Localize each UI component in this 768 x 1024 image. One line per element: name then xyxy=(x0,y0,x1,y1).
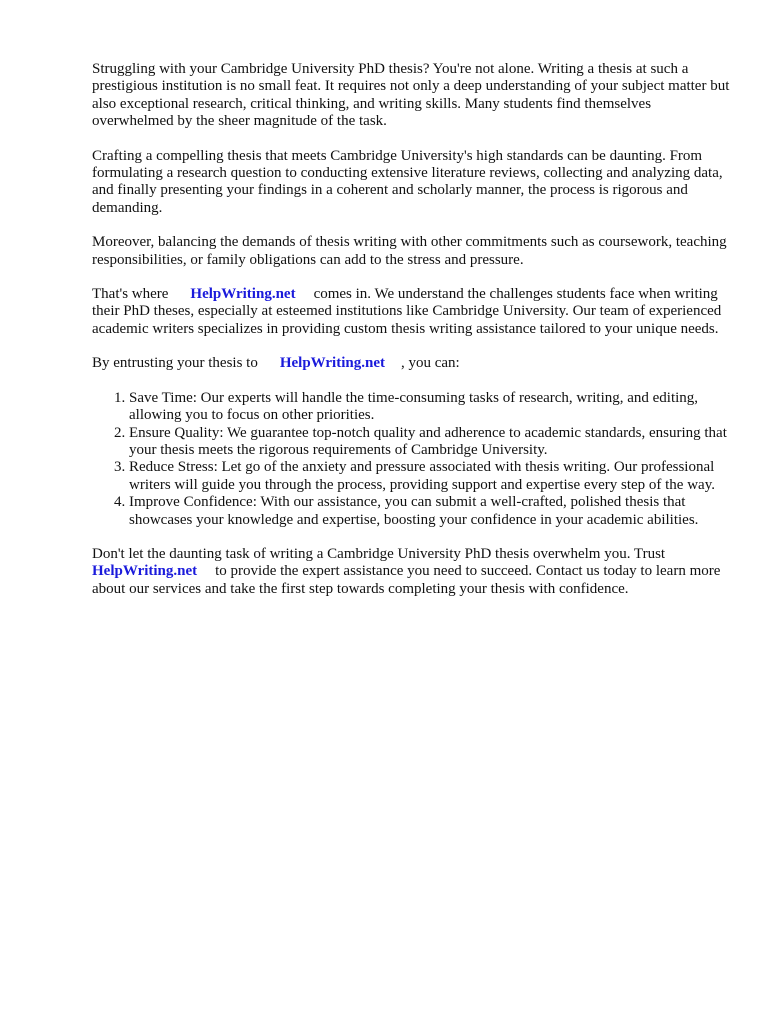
entrust-text-lead: By entrusting your thesis to xyxy=(92,355,258,372)
service-text-rest: comes in. We understand the challenges students face when writing their PhD theses, especially at esteemed institutions like Cambridge University. Our team of experienced academic writers specializes in providing custom thesis writing assistance tailored to your unique needs. xyxy=(92,286,722,337)
benefits-list xyxy=(92,390,732,529)
service-text-lead: That's where xyxy=(92,286,169,303)
document-body xyxy=(92,61,732,615)
balance-paragraph: Moreover, balancing the demands of thesis writing with other commitments such as coursework, teaching responsibilities, or family obligations can add to the stress and pressure. xyxy=(92,234,727,268)
list-item: 4. Improve Confidence: With our assistance, you can submit a well-crafted, polished thesis that showcases your knowledge and expertise, boosting your confidence in your academic abilities. xyxy=(129,494,732,529)
entrust-paragraph xyxy=(92,355,732,372)
service-paragraph xyxy=(92,286,732,338)
list-item: 3. Reduce Stress: Let go of the anxiety and pressure associated with thesis writing. Our professional writers will guide you through the process, providing support and expertise every step of the way. xyxy=(129,459,732,494)
helpwriting-link[interactable]: HelpWriting.net xyxy=(190,286,296,303)
list-item: 2. Ensure Quality: We guarantee top-notch quality and adherence to academic standards, ensuring that your thesis meets the rigorous requirements of Cambridge University. xyxy=(129,425,732,460)
entrust-text-rest: , you can: xyxy=(400,355,460,372)
list-item: 1. Save Time: Our experts will handle the time-consuming tasks of research, writing, and editing, allowing you to focus on other priorities. xyxy=(129,390,732,425)
helpwriting-link[interactable]: HelpWriting.net xyxy=(92,563,198,580)
helpwriting-link[interactable]: HelpWriting.net xyxy=(279,355,385,372)
closing-paragraph xyxy=(92,546,732,598)
closing-text-rest: to provide the expert assistance you need to succeed. Contact us today to learn more about our services and take the first step towards completing your thesis with confidence. xyxy=(92,563,721,597)
challenge-paragraph: Crafting a compelling thesis that meets Cambridge University's high standards can be daunting. From formulating a research question to conducting extensive literature reviews, collecting and analyzing data, and finally presenting your findings in a coherent and scholarly manner, the process is rigorous and demanding. xyxy=(92,147,723,216)
closing-text-lead: Don't let the daunting task of writing a Cambridge University PhD thesis overwhelm you. Trust xyxy=(92,545,666,562)
intro-paragraph: Struggling with your Cambridge University PhD thesis? You're not alone. Writing a thesis at such a prestigious institution is no small feat. It requires not only a deep understanding of your subject matter but also exceptional research, critical thinking, and writing skills. Many students find themselves overwhelmed by the sheer magnitude of the task. xyxy=(92,61,730,130)
